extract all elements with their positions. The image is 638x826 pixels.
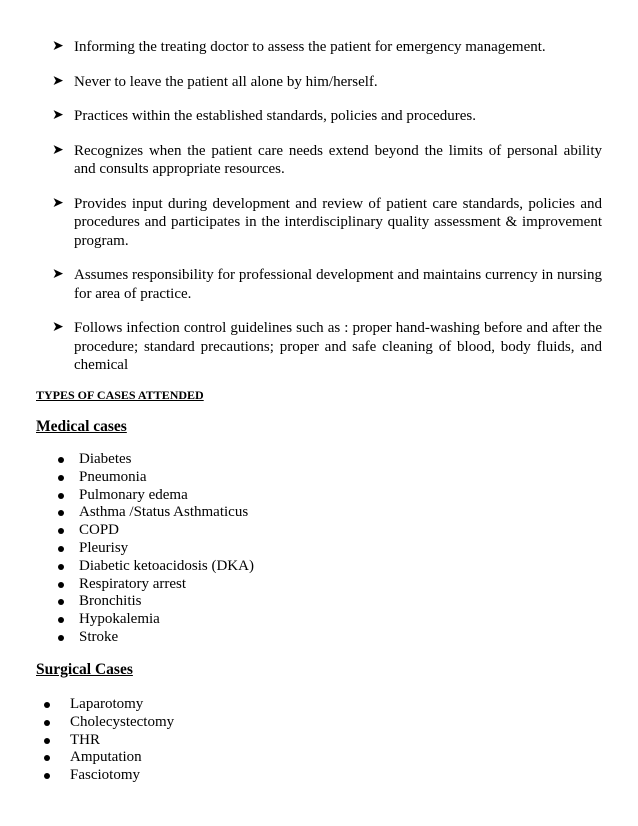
list-item [58,593,254,611]
bullet-dot-icon [58,510,64,516]
list-item [58,522,254,540]
list-item-text: THR [70,731,100,748]
list-item [58,504,254,522]
list-item-text: Diabetic ketoacidosis (DKA) [79,557,254,574]
arrow-bullet-icon: ➤ [52,267,64,282]
arrow-bullet-icon: ➤ [52,320,64,335]
arrow-bullet-icon: ➤ [52,195,64,211]
list-item [58,576,254,594]
bullet-dot-icon [58,493,64,499]
list-item [44,732,174,750]
list-item-text: Diabetes [79,451,132,467]
bullet-dot-icon [44,755,50,761]
list-item-text: Pulmonary edema [79,486,188,503]
bullet-dot-icon [44,773,50,779]
bullet-dot-icon [58,617,64,623]
list-item [44,749,174,767]
list-item-text: Recognizes when the patient care needs extend beyond the limits of personal ability and consults appropriate resources. [74,142,602,177]
list-item [58,451,254,469]
list-item-text: Assumes responsibility for professional development and maintains currency in nursing for area of practice. [74,267,602,302]
arrow-bullet-icon: ➤ [52,142,64,158]
list-item-text: Laparotomy [70,696,144,712]
list-item [58,611,254,629]
list-item-text: Follows infection control guidelines such as : proper hand-washing before and after the procedure; standard precautions; proper and safe cleaning of blood, body fluids, and chemical [74,320,602,373]
medical-cases-heading: Medical cases [36,418,127,435]
list-item [52,319,602,375]
bullet-dot-icon [44,720,50,726]
list-item-text: Bronchitis [79,593,142,610]
bullet-dot-icon [58,599,64,605]
medical-cases-list [58,451,254,647]
responsibilities-list [52,38,602,391]
bullet-dot-icon [58,475,64,481]
bullet-dot-icon [58,564,64,570]
list-item [58,629,254,647]
list-item-text: Pneumonia [79,468,147,485]
bullet-dot-icon [58,528,64,534]
surgical-cases-list [44,696,174,785]
list-item-text: COPD [79,522,120,539]
list-item [52,266,602,303]
bullet-dot-icon [44,738,50,744]
bullet-dot-icon [58,635,64,641]
list-item [52,38,602,57]
list-item-text: Provides input during development and review of patient care standards, policies and procedures and participates in the interdisciplinary quality assessment & improvement program. [74,195,602,249]
list-item-text: Respiratory arrest [79,575,187,592]
list-item [58,558,254,576]
bullet-dot-icon [44,702,50,708]
list-item-text: Stroke [79,628,119,645]
list-item-text: Never to leave the patient all alone by him/herself. [74,73,378,90]
bullet-dot-icon [58,582,64,588]
arrow-bullet-icon: ➤ [52,108,64,123]
list-item-text: Cholecystectomy [70,713,175,730]
list-item [44,767,174,785]
list-item [52,107,602,126]
list-item [58,487,254,505]
section-title: TYPES OF CASES ATTENDED [36,388,204,402]
list-item [58,540,254,558]
surgical-cases-heading: Surgical Cases [36,661,133,678]
list-item-text: Practices within the established standards, policies and procedures. [74,108,476,124]
list-item-text: Informing the treating doctor to assess the patient for emergency management. [74,39,546,55]
bullet-dot-icon [58,457,64,463]
list-item-text: Amputation [70,749,142,766]
list-item [52,73,602,92]
list-item [52,195,602,251]
list-item [44,696,174,714]
list-item-text: Fasciotomy [70,767,140,784]
arrow-bullet-icon: ➤ [52,39,64,54]
list-item-text: Asthma /Status Asthmaticus [79,504,249,521]
list-item [44,714,174,732]
list-item-text: Pleurisy [79,539,129,556]
list-item-text: Hypokalemia [79,611,160,628]
bullet-dot-icon [58,546,64,552]
list-item [58,469,254,487]
arrow-bullet-icon: ➤ [52,73,64,89]
list-item [52,142,602,179]
